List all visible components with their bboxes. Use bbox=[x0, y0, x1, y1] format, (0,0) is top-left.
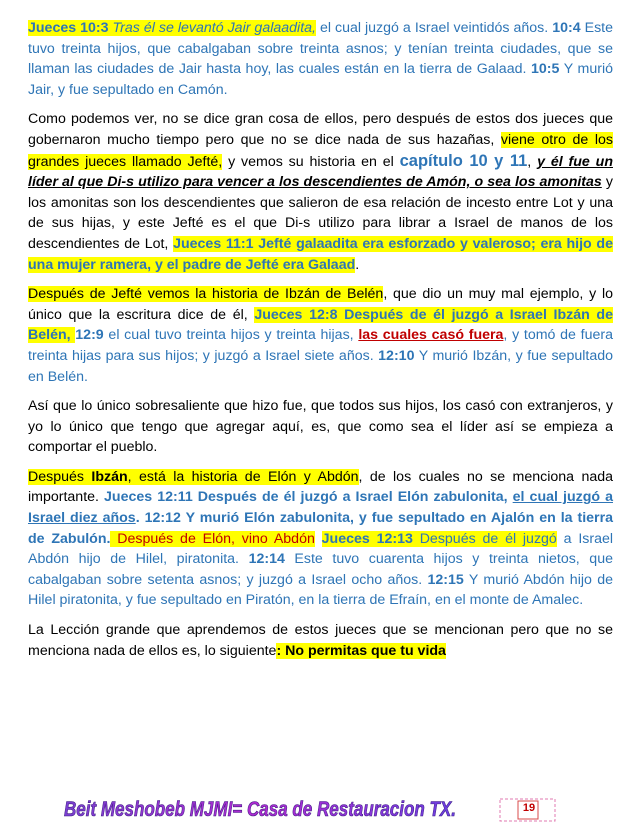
verse-ref: Jueces 12:11 bbox=[104, 489, 193, 506]
verse-text: Este tuvo treinta hijos, que cabalgaban sobre treinta asnos; y tenían treinta ciudades, que se llaman las ciudades de Jair hasta hoy, las cuales están en la tierra de Galaad. bbox=[28, 20, 613, 78]
paragraph-conclusion bbox=[28, 396, 613, 458]
paragraph-jair bbox=[28, 18, 613, 100]
verse-ref: 10:5 bbox=[531, 61, 560, 78]
chapter-ref: capítulo 10 y 11 bbox=[399, 151, 528, 170]
verse-text: Tras él se levantó Jair galaadita, bbox=[108, 20, 316, 36]
page-number: 19 bbox=[522, 802, 536, 814]
verse-text: Después de él juzgó a Israel Elón zabulonita, bbox=[192, 489, 513, 506]
paragraph-elon-abdon bbox=[28, 467, 613, 611]
verse-ref: Jueces 11:1 bbox=[173, 235, 254, 252]
verse-text: Jefté galaadita era esforzado y valeroso; era hijo de una mujer ramera, y el padre de Jefté era Galaad bbox=[28, 235, 613, 273]
verse-ref: 12:12 bbox=[144, 510, 181, 527]
verse-text: el cual tuvo treinta hijos y treinta hijas, bbox=[103, 327, 359, 344]
highlighted-text: : No permitas que tu vida bbox=[276, 642, 446, 659]
body-text: , bbox=[527, 153, 538, 170]
highlighted-name: Ibzán bbox=[91, 468, 128, 485]
body-text: , de los cuales no se menciona nada importante. bbox=[28, 468, 614, 506]
paragraph-lesson bbox=[28, 620, 613, 661]
verse-text: Y murió Abdón hijo de Hilel piratonita, y fue sepultado en Piratón, en la tierra de Efraín, en el monte de Amalec. bbox=[28, 571, 613, 609]
verse-ref: 12:10 bbox=[378, 347, 415, 364]
paragraph-ibzan bbox=[28, 284, 613, 387]
body-text: Como podemos ver, no se dice gran cosa de ellos, pero después de estos dos jueces que gobernaron mucho tiempo pero que no se dice nada de sus hazañas, bbox=[28, 111, 613, 148]
body-text: La Lección grande que aprendemos de estos jueces que se mencionan pero que no se menciona nada de ellos es, lo siguiente bbox=[28, 622, 613, 659]
verse-text: Y murió Ibzán, y fue sepultado en Belén. bbox=[28, 347, 613, 385]
body-text: . bbox=[355, 256, 360, 273]
body-text bbox=[315, 531, 322, 547]
highlighted-text: viene otro de los grandes jueces llamado Jefté, bbox=[28, 131, 613, 170]
verse-ref: Jueces 10:3 bbox=[28, 20, 109, 36]
paragraph-jefte bbox=[28, 109, 613, 275]
highlighted-text: , está la historia de Elón y Abdón bbox=[127, 468, 359, 485]
emphasis-text: el cual juzgó a Israel diez años bbox=[28, 489, 613, 527]
verse-ref: 10:4 bbox=[552, 20, 581, 36]
verse-text: Y murió Jair, y fue sepultado en Camón. bbox=[28, 61, 613, 98]
highlighted-text: Después bbox=[28, 468, 92, 485]
footer-banner-text: Beit Meshobeb MJMI= Casa de Restauracion TX. bbox=[64, 798, 456, 821]
verse-ref: Jueces 12:8 bbox=[254, 306, 338, 323]
document-page bbox=[28, 18, 613, 670]
verse-ref: 12:14 bbox=[248, 551, 285, 568]
verse-text: . bbox=[135, 510, 145, 527]
body-text: Así que lo único sobresaliente que hizo fue, que todos sus hijos, los casó con extranjeros, y yo lo único que tengo que agregar aquí, es, que como sea el líder así se empieza a comportar el pueblo. bbox=[28, 398, 613, 456]
verse-ref: Jueces 12:13 bbox=[321, 530, 413, 547]
body-text: y los amonitas son los descendientes que salieron de esa relación de incesto entre Lot y una de sus hijas, y este Jefté es el que Di-s utilizo para librar a Israel de manos de los descendientes de Lot, bbox=[28, 174, 613, 252]
highlighted-text: Después de Jefté vemos la historia de Ibzán de Belén bbox=[28, 286, 384, 303]
emphasis-text: y él fue un líder al que Di-s utilizo para vencer a los descendientes de Amón, o sea los amonitas bbox=[28, 153, 613, 191]
body-text: , que dio un muy mal ejemplo, y lo único que la escritura dice de él, bbox=[28, 286, 613, 323]
verse-text: el cual juzgó a Israel veintidós años. bbox=[315, 20, 553, 36]
emphasis-text: las cuales casó fuera bbox=[358, 327, 504, 344]
verse-ref: 12:9 bbox=[75, 327, 104, 344]
verse-text: Este tuvo cuarenta hijos y treinta nietos, que cabalgaban sobre setenta asnos; y juzgó a Israel ocho años. bbox=[28, 551, 613, 588]
verse-text: , y tomó de fuera treinta hijas para sus hijos; y juzgó a Israel siete años. bbox=[28, 327, 613, 364]
verse-text: Y murió Elón zabulonita, y fue sepultado en Ajalón en la tierra de Zabulón. bbox=[28, 510, 613, 547]
verse-text: Después de él juzgó a Israel Ibzán de Belén, bbox=[28, 306, 613, 344]
highlighted-text: Después de Elón, vino Abdón bbox=[110, 530, 315, 547]
body-text: y vemos su historia en el bbox=[222, 153, 400, 170]
verse-text: Después de él juzgó bbox=[412, 530, 557, 547]
footer-banner bbox=[60, 793, 460, 823]
verse-text: a Israel Abdón hijo de Hilel, piratonita. bbox=[28, 530, 614, 568]
verse-ref: 12:15 bbox=[427, 571, 464, 588]
